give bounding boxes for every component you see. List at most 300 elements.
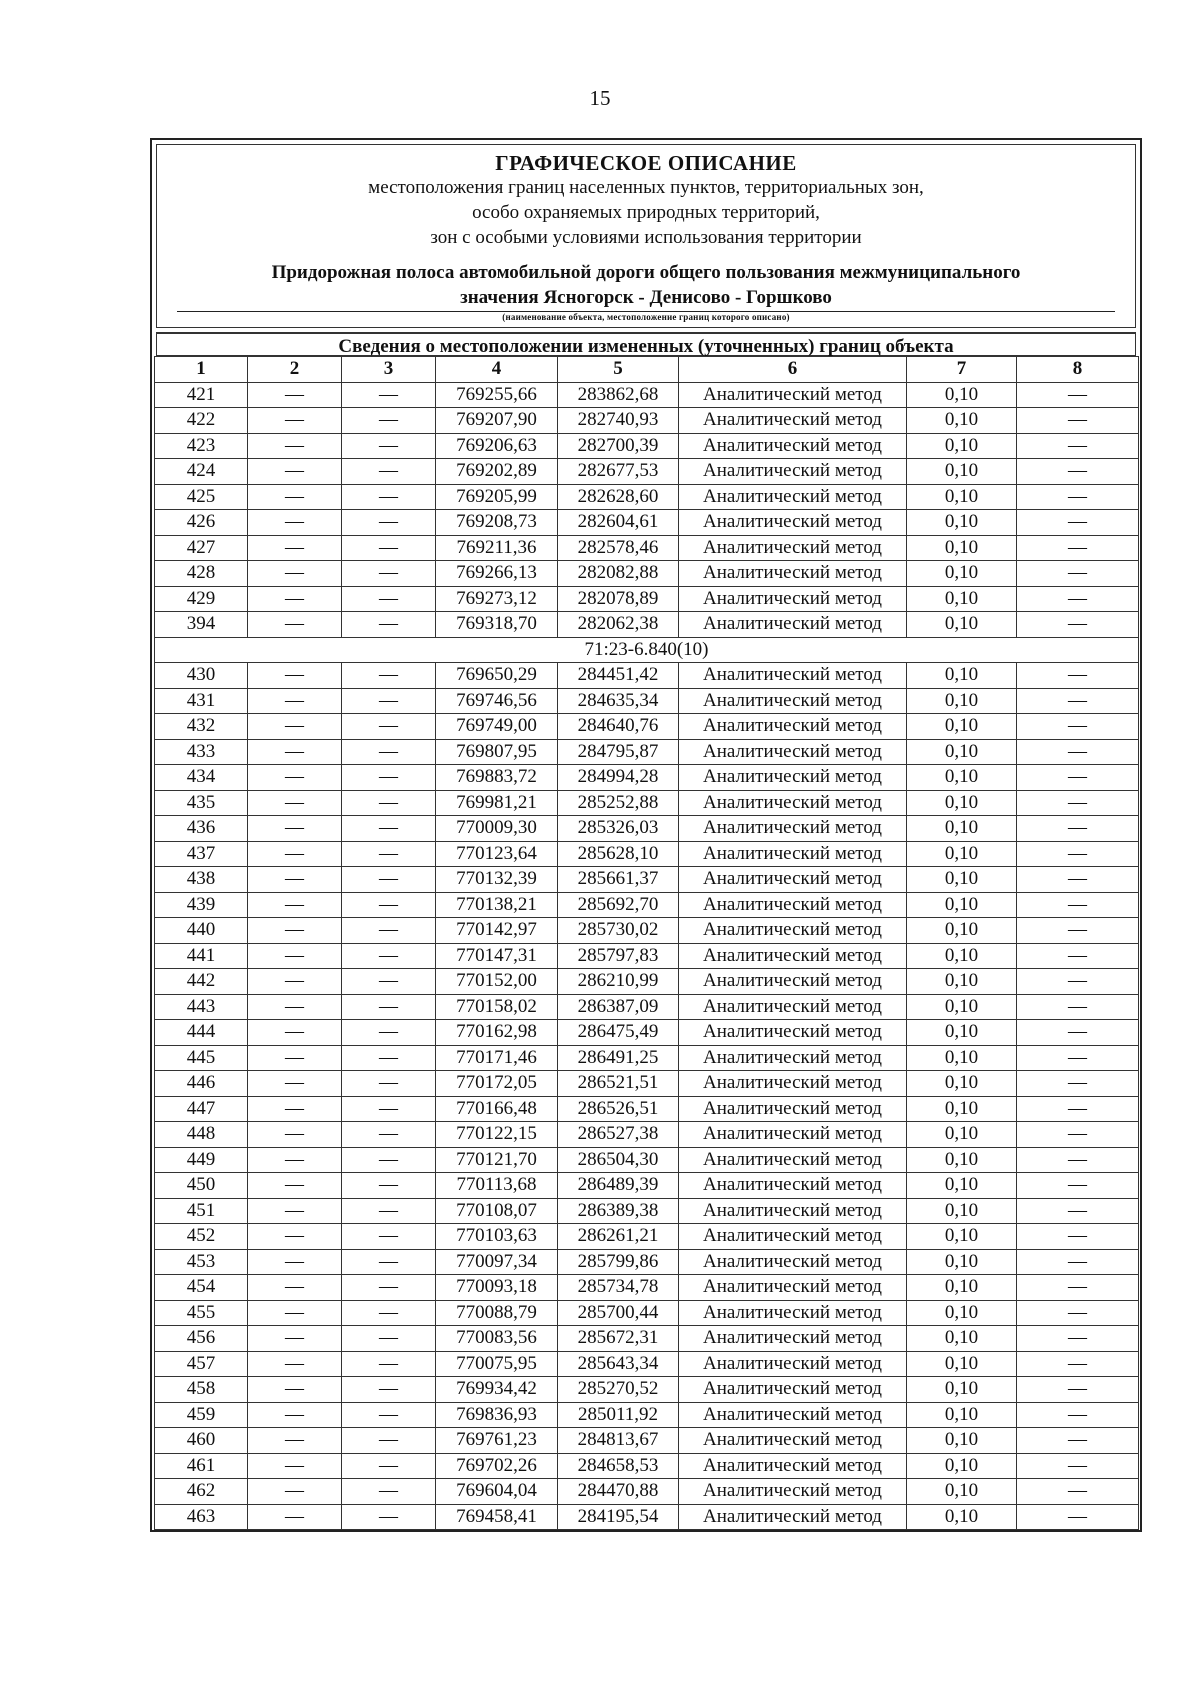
accuracy-cell: 0,10 xyxy=(907,535,1017,561)
col-8-cell: — xyxy=(1017,1224,1139,1250)
coord-y-cell: 282078,89 xyxy=(558,586,679,612)
table-body-b xyxy=(155,663,1139,1530)
accuracy-cell: 0,10 xyxy=(907,561,1017,587)
col-2-cell: — xyxy=(248,1275,342,1301)
method-cell: Аналитический метод xyxy=(679,1300,907,1326)
method-cell: Аналитический метод xyxy=(679,433,907,459)
col-2-cell: — xyxy=(248,408,342,434)
point-number-cell: 454 xyxy=(155,1275,248,1301)
coord-x-cell: 770123,64 xyxy=(436,841,558,867)
table-row xyxy=(155,1402,1139,1428)
coord-x-cell: 770158,02 xyxy=(436,994,558,1020)
page-number: 15 xyxy=(589,86,611,110)
col-2-cell: — xyxy=(248,1224,342,1250)
coord-y-cell: 286521,51 xyxy=(558,1071,679,1097)
coord-y-cell: 285252,88 xyxy=(558,790,679,816)
method-cell: Аналитический метод xyxy=(679,1122,907,1148)
coord-y-cell: 286389,38 xyxy=(558,1198,679,1224)
table-row xyxy=(155,1275,1139,1301)
point-number-cell: 458 xyxy=(155,1377,248,1403)
accuracy-cell: 0,10 xyxy=(907,1326,1017,1352)
coord-y-cell: 285799,86 xyxy=(558,1249,679,1275)
col-2-cell: — xyxy=(248,1249,342,1275)
point-number-cell: 459 xyxy=(155,1402,248,1428)
coord-x-cell: 770075,95 xyxy=(436,1351,558,1377)
col-2-cell: — xyxy=(248,1351,342,1377)
col-8-cell: — xyxy=(1017,382,1139,408)
coord-x-cell: 770088,79 xyxy=(436,1300,558,1326)
coord-x-cell: 769934,42 xyxy=(436,1377,558,1403)
col-8-cell: — xyxy=(1017,1096,1139,1122)
point-number-cell: 463 xyxy=(155,1504,248,1530)
method-cell: Аналитический метод xyxy=(679,1224,907,1250)
coord-x-cell: 769702,26 xyxy=(436,1453,558,1479)
table-row xyxy=(155,918,1139,944)
point-number-cell: 442 xyxy=(155,969,248,995)
col-2-cell: — xyxy=(248,586,342,612)
method-cell: Аналитический метод xyxy=(679,1173,907,1199)
col-8-cell: — xyxy=(1017,688,1139,714)
col-8-cell: — xyxy=(1017,841,1139,867)
point-number-cell: 433 xyxy=(155,739,248,765)
point-number-cell: 434 xyxy=(155,765,248,791)
table-row xyxy=(155,1428,1139,1454)
col-8-cell: — xyxy=(1017,765,1139,791)
subtitle-line: зон с особыми условиями использования территории xyxy=(430,227,862,248)
col-2-cell: — xyxy=(248,739,342,765)
object-note: (наименование объекта, местоположение границ которого описано) xyxy=(502,312,790,322)
coord-x-cell: 770093,18 xyxy=(436,1275,558,1301)
col-8-cell: — xyxy=(1017,1071,1139,1097)
col-3-cell: — xyxy=(342,1249,436,1275)
point-number-cell: 439 xyxy=(155,892,248,918)
table-row xyxy=(155,943,1139,969)
col-2-cell: — xyxy=(248,484,342,510)
coord-y-cell: 285011,92 xyxy=(558,1402,679,1428)
method-cell: Аналитический метод xyxy=(679,1071,907,1097)
point-number-cell: 426 xyxy=(155,510,248,536)
coord-x-cell: 770172,05 xyxy=(436,1071,558,1097)
coord-x-cell: 770162,98 xyxy=(436,1020,558,1046)
point-number-cell: 435 xyxy=(155,790,248,816)
coordinates-table xyxy=(154,356,1139,1530)
accuracy-cell: 0,10 xyxy=(907,918,1017,944)
col-8-cell: — xyxy=(1017,1122,1139,1148)
coord-x-cell: 769749,00 xyxy=(436,714,558,740)
method-cell: Аналитический метод xyxy=(679,790,907,816)
col-3-cell: — xyxy=(342,1122,436,1148)
col-3-cell: — xyxy=(342,1275,436,1301)
col-2-cell: — xyxy=(248,1326,342,1352)
col-3-cell: — xyxy=(342,1377,436,1403)
column-header: 1 xyxy=(155,357,248,383)
method-cell: Аналитический метод xyxy=(679,1428,907,1454)
point-number-cell: 432 xyxy=(155,714,248,740)
col-2-cell: — xyxy=(248,1198,342,1224)
coord-y-cell: 286475,49 xyxy=(558,1020,679,1046)
col-8-cell: — xyxy=(1017,1326,1139,1352)
col-8-cell: — xyxy=(1017,1275,1139,1301)
col-3-cell: — xyxy=(342,1479,436,1505)
coord-x-cell: 770122,15 xyxy=(436,1122,558,1148)
accuracy-cell: 0,10 xyxy=(907,867,1017,893)
col-2-cell: — xyxy=(248,561,342,587)
coord-y-cell: 284470,88 xyxy=(558,1479,679,1505)
coord-y-cell: 286491,25 xyxy=(558,1045,679,1071)
method-cell: Аналитический метод xyxy=(679,1275,907,1301)
col-2-cell: — xyxy=(248,918,342,944)
col-8-cell: — xyxy=(1017,433,1139,459)
method-cell: Аналитический метод xyxy=(679,1479,907,1505)
accuracy-cell: 0,10 xyxy=(907,841,1017,867)
coord-x-cell: 770097,34 xyxy=(436,1249,558,1275)
method-cell: Аналитический метод xyxy=(679,714,907,740)
point-number-cell: 423 xyxy=(155,433,248,459)
coord-x-cell: 770132,39 xyxy=(436,867,558,893)
coord-y-cell: 285270,52 xyxy=(558,1377,679,1403)
col-2-cell: — xyxy=(248,663,342,689)
table-row xyxy=(155,714,1139,740)
coord-y-cell: 285797,83 xyxy=(558,943,679,969)
coord-x-cell: 770108,07 xyxy=(436,1198,558,1224)
method-cell: Аналитический метод xyxy=(679,1453,907,1479)
table-row xyxy=(155,1173,1139,1199)
table-row xyxy=(155,688,1139,714)
table-row xyxy=(155,484,1139,510)
point-number-cell: 460 xyxy=(155,1428,248,1454)
accuracy-cell: 0,10 xyxy=(907,1096,1017,1122)
accuracy-cell: 0,10 xyxy=(907,1173,1017,1199)
col-8-cell: — xyxy=(1017,943,1139,969)
coord-y-cell: 282628,60 xyxy=(558,484,679,510)
cadastral-subheading: 71:23-6.840(10) xyxy=(155,637,1139,663)
coord-y-cell: 283862,68 xyxy=(558,382,679,408)
col-2-cell: — xyxy=(248,688,342,714)
col-3-cell: — xyxy=(342,918,436,944)
col-2-cell: — xyxy=(248,1479,342,1505)
document-frame xyxy=(150,138,1142,1532)
method-cell: Аналитический метод xyxy=(679,1045,907,1071)
table-row xyxy=(155,408,1139,434)
accuracy-cell: 0,10 xyxy=(907,1275,1017,1301)
coord-y-cell: 286387,09 xyxy=(558,994,679,1020)
point-number-cell: 425 xyxy=(155,484,248,510)
table-row xyxy=(155,1224,1139,1250)
col-8-cell: — xyxy=(1017,561,1139,587)
col-8-cell: — xyxy=(1017,535,1139,561)
accuracy-cell: 0,10 xyxy=(907,1071,1017,1097)
accuracy-cell: 0,10 xyxy=(907,1198,1017,1224)
accuracy-cell: 0,10 xyxy=(907,739,1017,765)
table-row xyxy=(155,663,1139,689)
point-number-cell: 440 xyxy=(155,918,248,944)
method-cell: Аналитический метод xyxy=(679,1504,907,1530)
col-8-cell: — xyxy=(1017,1147,1139,1173)
point-number-cell: 457 xyxy=(155,1351,248,1377)
method-cell: Аналитический метод xyxy=(679,867,907,893)
col-3-cell: — xyxy=(342,663,436,689)
col-2-cell: — xyxy=(248,994,342,1020)
coord-y-cell: 282700,39 xyxy=(558,433,679,459)
col-2-cell: — xyxy=(248,1504,342,1530)
coord-y-cell: 286261,21 xyxy=(558,1224,679,1250)
col-2-cell: — xyxy=(248,433,342,459)
table-row xyxy=(155,433,1139,459)
method-cell: Аналитический метод xyxy=(679,1147,907,1173)
col-8-cell: — xyxy=(1017,969,1139,995)
col-2-cell: — xyxy=(248,382,342,408)
accuracy-cell: 0,10 xyxy=(907,892,1017,918)
method-cell: Аналитический метод xyxy=(679,994,907,1020)
subheading-row xyxy=(155,637,1139,663)
coord-y-cell: 284658,53 xyxy=(558,1453,679,1479)
col-3-cell: — xyxy=(342,535,436,561)
col-2-cell: — xyxy=(248,1173,342,1199)
point-number-cell: 438 xyxy=(155,867,248,893)
col-3-cell: — xyxy=(342,1224,436,1250)
point-number-cell: 456 xyxy=(155,1326,248,1352)
point-number-cell: 461 xyxy=(155,1453,248,1479)
point-number-cell: 453 xyxy=(155,1249,248,1275)
accuracy-cell: 0,10 xyxy=(907,612,1017,638)
table-row xyxy=(155,765,1139,791)
coord-x-cell: 769836,93 xyxy=(436,1402,558,1428)
accuracy-cell: 0,10 xyxy=(907,969,1017,995)
table-row xyxy=(155,1122,1139,1148)
coord-x-cell: 770083,56 xyxy=(436,1326,558,1352)
table-row xyxy=(155,739,1139,765)
point-number-cell: 427 xyxy=(155,535,248,561)
coord-x-cell: 769266,13 xyxy=(436,561,558,587)
method-cell: Аналитический метод xyxy=(679,586,907,612)
table-row xyxy=(155,561,1139,587)
col-2-cell: — xyxy=(248,1147,342,1173)
coord-y-cell: 285628,10 xyxy=(558,841,679,867)
accuracy-cell: 0,10 xyxy=(907,459,1017,485)
point-number-cell: 436 xyxy=(155,816,248,842)
accuracy-cell: 0,10 xyxy=(907,1249,1017,1275)
coord-x-cell: 769206,63 xyxy=(436,433,558,459)
coord-y-cell: 285661,37 xyxy=(558,867,679,893)
col-3-cell: — xyxy=(342,1428,436,1454)
point-number-cell: 429 xyxy=(155,586,248,612)
method-cell: Аналитический метод xyxy=(679,1198,907,1224)
subtitle-line: местоположения границ населенных пунктов, территориальных зон, xyxy=(368,177,924,198)
col-8-cell: — xyxy=(1017,510,1139,536)
coord-x-cell: 769211,36 xyxy=(436,535,558,561)
method-cell: Аналитический метод xyxy=(679,816,907,842)
col-8-cell: — xyxy=(1017,994,1139,1020)
accuracy-cell: 0,10 xyxy=(907,1504,1017,1530)
col-8-cell: — xyxy=(1017,918,1139,944)
table-row xyxy=(155,1071,1139,1097)
accuracy-cell: 0,10 xyxy=(907,1224,1017,1250)
coord-y-cell: 282082,88 xyxy=(558,561,679,587)
col-3-cell: — xyxy=(342,1504,436,1530)
coord-y-cell: 286527,38 xyxy=(558,1122,679,1148)
col-3-cell: — xyxy=(342,892,436,918)
method-cell: Аналитический метод xyxy=(679,688,907,714)
document-title: ГРАФИЧЕСКОЕ ОПИСАНИЕ xyxy=(495,151,797,175)
method-cell: Аналитический метод xyxy=(679,510,907,536)
col-2-cell: — xyxy=(248,867,342,893)
method-cell: Аналитический метод xyxy=(679,484,907,510)
col-2-cell: — xyxy=(248,1096,342,1122)
coord-y-cell: 284640,76 xyxy=(558,714,679,740)
coord-y-cell: 285692,70 xyxy=(558,892,679,918)
col-3-cell: — xyxy=(342,1402,436,1428)
coord-x-cell: 769883,72 xyxy=(436,765,558,791)
coord-y-cell: 284795,87 xyxy=(558,739,679,765)
col-8-cell: — xyxy=(1017,1020,1139,1046)
subheading-body xyxy=(155,637,1139,663)
point-number-cell: 452 xyxy=(155,1224,248,1250)
coord-y-cell: 285700,44 xyxy=(558,1300,679,1326)
column-header: 5 xyxy=(558,357,679,383)
point-number-cell: 455 xyxy=(155,1300,248,1326)
point-number-cell: 441 xyxy=(155,943,248,969)
coord-x-cell: 770171,46 xyxy=(436,1045,558,1071)
col-8-cell: — xyxy=(1017,1045,1139,1071)
accuracy-cell: 0,10 xyxy=(907,994,1017,1020)
col-8-cell: — xyxy=(1017,867,1139,893)
coord-y-cell: 286489,39 xyxy=(558,1173,679,1199)
coord-x-cell: 769604,04 xyxy=(436,1479,558,1505)
table-row xyxy=(155,459,1139,485)
column-header: 7 xyxy=(907,357,1017,383)
table-row xyxy=(155,892,1139,918)
col-2-cell: — xyxy=(248,1453,342,1479)
accuracy-cell: 0,10 xyxy=(907,765,1017,791)
col-3-cell: — xyxy=(342,790,436,816)
col-3-cell: — xyxy=(342,1147,436,1173)
coord-x-cell: 769981,21 xyxy=(436,790,558,816)
accuracy-cell: 0,10 xyxy=(907,1453,1017,1479)
col-8-cell: — xyxy=(1017,1300,1139,1326)
col-2-cell: — xyxy=(248,816,342,842)
col-2-cell: — xyxy=(248,1020,342,1046)
col-3-cell: — xyxy=(342,1198,436,1224)
col-8-cell: — xyxy=(1017,1351,1139,1377)
col-3-cell: — xyxy=(342,739,436,765)
table-row xyxy=(155,382,1139,408)
coord-x-cell: 770138,21 xyxy=(436,892,558,918)
accuracy-cell: 0,10 xyxy=(907,1377,1017,1403)
coord-x-cell: 769273,12 xyxy=(436,586,558,612)
col-3-cell: — xyxy=(342,816,436,842)
method-cell: Аналитический метод xyxy=(679,1326,907,1352)
method-cell: Аналитический метод xyxy=(679,892,907,918)
point-number-cell: 451 xyxy=(155,1198,248,1224)
col-3-cell: — xyxy=(342,688,436,714)
coord-y-cell: 286504,30 xyxy=(558,1147,679,1173)
table-row xyxy=(155,535,1139,561)
method-cell: Аналитический метод xyxy=(679,1249,907,1275)
col-2-cell: — xyxy=(248,943,342,969)
coord-y-cell: 284195,54 xyxy=(558,1504,679,1530)
column-header: 2 xyxy=(248,357,342,383)
coord-x-cell: 770009,30 xyxy=(436,816,558,842)
table-row xyxy=(155,994,1139,1020)
point-number-cell: 421 xyxy=(155,382,248,408)
col-8-cell: — xyxy=(1017,1479,1139,1505)
coord-x-cell: 770103,63 xyxy=(436,1224,558,1250)
coord-y-cell: 285730,02 xyxy=(558,918,679,944)
col-3-cell: — xyxy=(342,1020,436,1046)
point-number-cell: 449 xyxy=(155,1147,248,1173)
coord-y-cell: 284813,67 xyxy=(558,1428,679,1454)
point-number-cell: 445 xyxy=(155,1045,248,1071)
col-3-cell: — xyxy=(342,459,436,485)
col-2-cell: — xyxy=(248,1300,342,1326)
col-8-cell: — xyxy=(1017,612,1139,638)
table-row xyxy=(155,1453,1139,1479)
table-row xyxy=(155,1198,1139,1224)
accuracy-cell: 0,10 xyxy=(907,382,1017,408)
accuracy-cell: 0,10 xyxy=(907,943,1017,969)
coord-y-cell: 286210,99 xyxy=(558,969,679,995)
accuracy-cell: 0,10 xyxy=(907,408,1017,434)
point-number-cell: 448 xyxy=(155,1122,248,1148)
table-row xyxy=(155,1326,1139,1352)
accuracy-cell: 0,10 xyxy=(907,510,1017,536)
col-8-cell: — xyxy=(1017,1377,1139,1403)
subtitle-line: особо охраняемых природных территорий, xyxy=(472,202,820,223)
col-8-cell: — xyxy=(1017,1249,1139,1275)
col-3-cell: — xyxy=(342,714,436,740)
col-3-cell: — xyxy=(342,510,436,536)
method-cell: Аналитический метод xyxy=(679,943,907,969)
coord-x-cell: 769207,90 xyxy=(436,408,558,434)
col-3-cell: — xyxy=(342,1071,436,1097)
coord-y-cell: 282062,38 xyxy=(558,612,679,638)
col-3-cell: — xyxy=(342,1045,436,1071)
coord-y-cell: 285672,31 xyxy=(558,1326,679,1352)
col-2-cell: — xyxy=(248,765,342,791)
col-2-cell: — xyxy=(248,510,342,536)
col-8-cell: — xyxy=(1017,663,1139,689)
col-3-cell: — xyxy=(342,561,436,587)
col-3-cell: — xyxy=(342,484,436,510)
method-cell: Аналитический метод xyxy=(679,841,907,867)
col-3-cell: — xyxy=(342,969,436,995)
coord-x-cell: 770113,68 xyxy=(436,1173,558,1199)
point-number-cell: 462 xyxy=(155,1479,248,1505)
coord-x-cell: 769208,73 xyxy=(436,510,558,536)
col-2-cell: — xyxy=(248,969,342,995)
col-8-cell: — xyxy=(1017,408,1139,434)
col-8-cell: — xyxy=(1017,459,1139,485)
table-row xyxy=(155,1096,1139,1122)
coord-x-cell: 769205,99 xyxy=(436,484,558,510)
col-8-cell: — xyxy=(1017,1402,1139,1428)
coord-y-cell: 285734,78 xyxy=(558,1275,679,1301)
table-row xyxy=(155,841,1139,867)
method-cell: Аналитический метод xyxy=(679,1020,907,1046)
col-2-cell: — xyxy=(248,535,342,561)
col-8-cell: — xyxy=(1017,816,1139,842)
coord-y-cell: 282740,93 xyxy=(558,408,679,434)
accuracy-cell: 0,10 xyxy=(907,688,1017,714)
table-row xyxy=(155,816,1139,842)
coord-y-cell: 282677,53 xyxy=(558,459,679,485)
col-3-cell: — xyxy=(342,943,436,969)
col-3-cell: — xyxy=(342,1173,436,1199)
method-cell: Аналитический метод xyxy=(679,561,907,587)
table-row xyxy=(155,1377,1139,1403)
accuracy-cell: 0,10 xyxy=(907,1045,1017,1071)
col-2-cell: — xyxy=(248,1045,342,1071)
